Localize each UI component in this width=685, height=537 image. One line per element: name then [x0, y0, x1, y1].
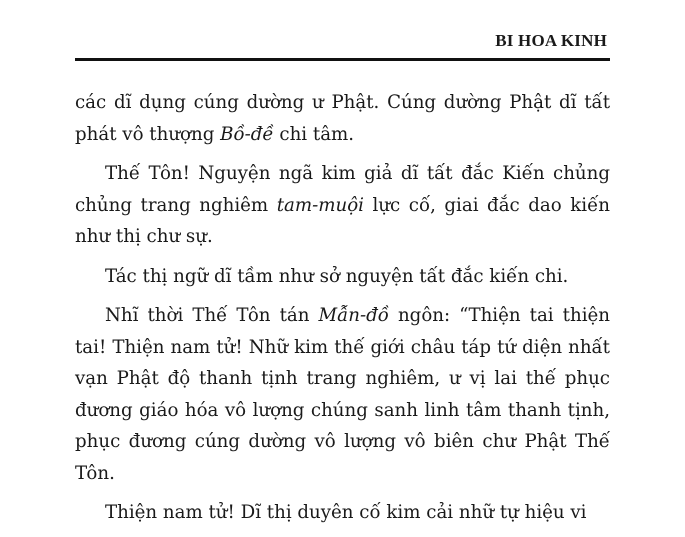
body-text: [75, 87, 610, 537]
italic-term: tam-muội: [276, 194, 364, 216]
paragraph: [75, 300, 610, 489]
paragraph-text: các dĩ dụng cúng dường ư Phật. Cúng dường Phật dĩ tất phát vô thượng: [75, 92, 610, 145]
paragraph-text: Thế Tôn! Nguyện ngã kim giả dĩ tất đắc Kiến chủng chủng trang nghiêm: [75, 163, 610, 216]
paragraph-text: lực cố, giai đắc dao kiến như thị chư sự.: [75, 194, 610, 247]
paragraph-text: Nhĩ thời Thế Tôn tán: [105, 305, 319, 326]
paragraph: [75, 158, 610, 253]
paragraph: [75, 87, 610, 150]
paragraph: [75, 261, 610, 293]
paragraph-text: Thiện nam tử! Dĩ thị duyên cố kim cải nhữ tự hiệu vi: [105, 502, 587, 523]
paragraph-text: ngôn: “Thiện tai thiện tai! Thiện nam tử! Nhữ kim thế giới châu táp tứ diện nhất vạn Phật độ thanh tịnh trang nghiêm, ư vị lai thế phục đương giáo hóa vô lượng chúng sanh linh tâm thanh tịnh, phục đương cúng dường vô lượng vô biên chư Phật Thế Tôn.: [75, 305, 610, 484]
running-title: BI HOA KINH: [495, 31, 607, 50]
paragraph-text: chi tâm.: [273, 123, 355, 145]
paragraph-text: Tác thị ngữ dĩ tầm như sở nguyện tất đắc kiến chi.: [105, 265, 569, 287]
italic-term: Mẫn-đồ: [318, 305, 389, 326]
header-rule: [75, 58, 610, 61]
italic-term: Bồ-đề: [220, 123, 274, 145]
paragraph: [75, 497, 610, 529]
